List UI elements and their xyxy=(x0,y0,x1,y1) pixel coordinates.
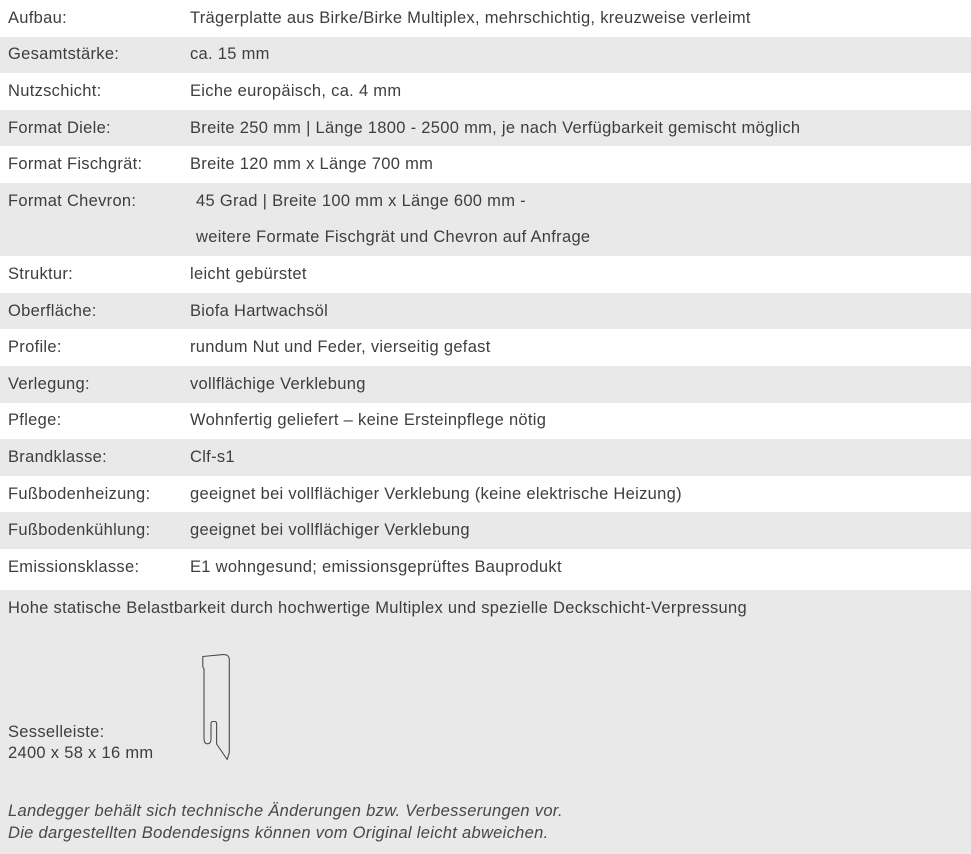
spec-value: Breite 120 mm x Länge 700 mm xyxy=(190,155,434,174)
row-pflege xyxy=(0,403,971,440)
spec-label: Profile: xyxy=(8,338,62,357)
spec-value: rundum Nut und Feder, vierseitig gefast xyxy=(190,338,491,357)
spec-value xyxy=(190,183,971,256)
row-verlegung xyxy=(0,366,971,403)
spec-label: Emissionsklasse: xyxy=(8,557,140,576)
spec-label: Format Diele: xyxy=(8,118,111,137)
spec-value: Eiche europäisch, ca. 4 mm xyxy=(190,81,402,100)
row-brandklasse xyxy=(0,439,971,476)
spec-value: Biofa Hartwachsöl xyxy=(190,301,329,320)
spec-label: Nutzschicht: xyxy=(8,81,102,100)
skirting-name: Sesselleiste: xyxy=(8,722,105,741)
spec-value: leicht gebürstet xyxy=(190,264,307,283)
spec-value: Clf-s1 xyxy=(190,447,235,466)
spec-label: Format Fischgrät: xyxy=(8,155,143,174)
row-aufbau xyxy=(0,0,971,37)
row-fussbodenheizung xyxy=(0,476,971,513)
spec-value: geeignet bei vollflächiger Verklebung (keine elektrische Heizung) xyxy=(190,484,682,503)
row-gesamtstaerke xyxy=(0,37,971,74)
spec-label: Format Chevron: xyxy=(8,191,137,210)
disclaimer-line-2: Die dargestellten Bodendesigns können vom Original leicht abweichen. xyxy=(8,824,549,843)
skirting-profile-drawing xyxy=(200,653,234,763)
spec-value: vollflächige Verklebung xyxy=(190,374,366,393)
row-profile xyxy=(0,329,971,366)
row-emissionsklasse xyxy=(0,549,971,586)
disclaimer-text xyxy=(8,800,563,845)
spec-label: Fußbodenheizung: xyxy=(8,484,151,503)
spec-value: E1 wohngesund; emissionsgeprüftes Bauprodukt xyxy=(190,557,562,576)
spec-label: Oberfläche: xyxy=(8,301,97,320)
spec-value: Trägerplatte aus Birke/Birke Multiplex, mehrschichtig, kreuzweise verleimt xyxy=(190,8,751,27)
spec-value-line-1: 45 Grad | Breite 100 mm x Länge 600 mm - xyxy=(196,191,526,210)
row-format-diele xyxy=(0,110,971,147)
spec-label: Pflege: xyxy=(8,411,62,430)
spec-value: geeignet bei vollflächiger Verklebung xyxy=(190,521,470,540)
skirting-size: 2400 x 58 x 16 mm xyxy=(8,743,154,762)
spec-label: Gesamtstärke: xyxy=(8,45,120,64)
spec-value: Wohnfertig geliefert – keine Ersteinpflege nötig xyxy=(190,411,547,430)
row-fussbodenkuehlung xyxy=(0,512,971,549)
spec-value: Breite 250 mm | Länge 1800 - 2500 mm, je nach Verfügbarkeit gemischt möglich xyxy=(190,118,801,137)
bottom-info-block xyxy=(0,590,971,854)
spec-value-line-2: weitere Formate Fischgrät und Chevron auf Anfrage xyxy=(196,228,591,247)
spec-label: Brandklasse: xyxy=(8,447,107,466)
row-nutzschicht xyxy=(0,73,971,110)
skirting-label xyxy=(8,722,153,764)
static-load-note: Hohe statische Belastbarkeit durch hochwertige Multiplex und spezielle Deckschicht-Verpressung xyxy=(8,598,747,617)
row-struktur xyxy=(0,256,971,293)
spec-value: ca. 15 mm xyxy=(190,45,270,64)
spec-label: Fußbodenkühlung: xyxy=(8,521,151,540)
row-format-chevron xyxy=(0,183,971,256)
row-oberflaeche xyxy=(0,293,971,330)
row-format-fischgraet xyxy=(0,146,971,183)
spec-label: Verlegung: xyxy=(8,374,90,393)
spec-label: Aufbau: xyxy=(8,8,67,27)
disclaimer-line-1: Landegger behält sich technische Änderungen bzw. Verbesserungen vor. xyxy=(8,801,563,820)
spec-label: Struktur: xyxy=(8,264,74,283)
